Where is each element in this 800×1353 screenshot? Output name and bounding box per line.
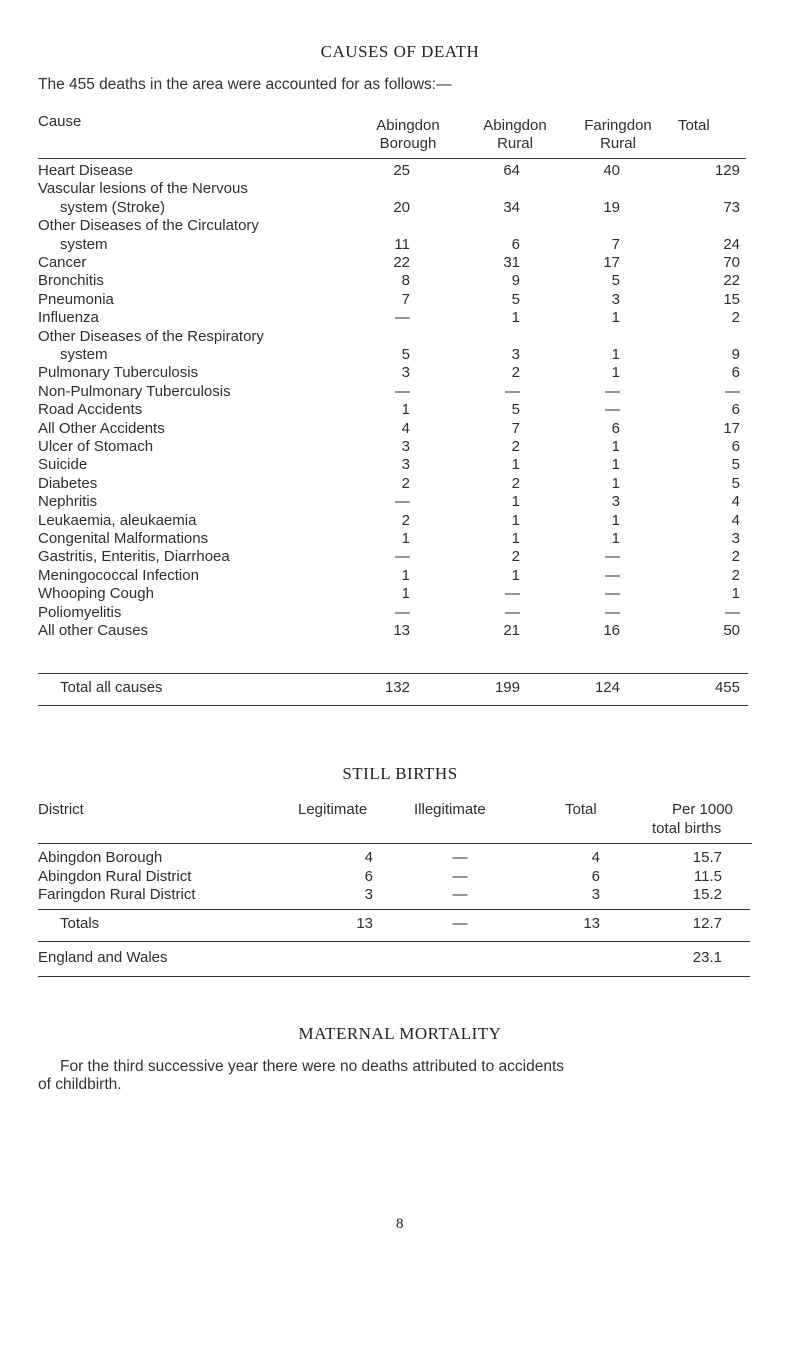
cell-faringdon-rural: — xyxy=(605,585,620,603)
maternal-text-line-2: of childbirth. xyxy=(38,1076,122,1093)
cell-total: 17 xyxy=(723,419,740,437)
sb-cell-legitimate: 3 xyxy=(364,886,373,903)
cell-abingdon-borough: 1 xyxy=(401,585,410,603)
cell-abingdon-rural: — xyxy=(505,585,520,603)
cause-label: Road Accidents xyxy=(38,401,143,419)
sb-totals-legitimate: 13 xyxy=(356,915,373,932)
cell-abingdon-rural: 1 xyxy=(511,456,520,474)
cell-abingdon-borough: 5 xyxy=(401,346,410,363)
cell-abingdon-rural: 31 xyxy=(503,254,520,271)
cell-faringdon-rural: 17 xyxy=(603,254,620,271)
deaths-total-total: 455 xyxy=(714,679,740,696)
cell-abingdon-rural: 1 xyxy=(511,530,520,547)
sb-col-header-legitimate: Legitimate xyxy=(298,801,368,818)
cell-abingdon-rural: 3 xyxy=(511,346,520,363)
col-header-abingdon-borough-1: Abingdon xyxy=(376,117,440,134)
cause-label: Leukaemia, aleukaemia xyxy=(38,511,197,529)
cause-label: Diabetes xyxy=(38,474,98,492)
cause-label: Other Diseases of the Circulatory xyxy=(38,217,259,235)
still-births-heading: STILL BIRTHS xyxy=(342,764,458,783)
cell-faringdon-rural: 3 xyxy=(611,493,620,511)
cell-abingdon-rural: 1 xyxy=(511,566,520,584)
cell-faringdon-rural: 7 xyxy=(611,235,620,253)
cell-abingdon-borough: 25 xyxy=(393,162,410,179)
cell-faringdon-rural: 1 xyxy=(611,346,620,363)
cell-total: 22 xyxy=(723,272,740,290)
cell-faringdon-rural: 1 xyxy=(611,364,620,382)
cell-abingdon-borough: 11 xyxy=(394,235,410,253)
cell-faringdon-rural: — xyxy=(605,548,620,566)
cell-abingdon-rural: 2 xyxy=(511,548,520,566)
cell-abingdon-borough: — xyxy=(395,493,410,511)
cell-total: 3 xyxy=(731,530,740,547)
cell-faringdon-rural: 1 xyxy=(611,309,620,327)
col-header-abingdon-rural-2: Rural xyxy=(497,135,533,152)
deaths-total-label: Total all causes xyxy=(60,679,163,696)
cell-faringdon-rural: 1 xyxy=(611,438,620,455)
cell-abingdon-borough: 3 xyxy=(401,456,410,474)
cell-abingdon-rural: 34 xyxy=(503,198,520,216)
cell-total: 73 xyxy=(723,198,740,216)
cause-label: system (Stroke) xyxy=(60,198,166,216)
cell-abingdon-borough: 2 xyxy=(401,474,410,492)
cell-abingdon-rural: 2 xyxy=(511,364,520,382)
cell-total: 2 xyxy=(731,309,740,327)
cell-abingdon-rural: 6 xyxy=(511,235,520,253)
cell-total: 9 xyxy=(731,346,740,363)
sb-col-header-district: District xyxy=(38,801,84,818)
deaths-total-faringdon-rural: 124 xyxy=(594,679,620,696)
cell-abingdon-borough: 22 xyxy=(393,254,410,271)
sb-totals-rate: 12.7 xyxy=(692,915,722,932)
cell-faringdon-rural: 1 xyxy=(611,474,620,492)
col-header-abingdon-rural-1: Abingdon xyxy=(483,117,547,134)
cause-label: Gastritis, Enteritis, Diarrhoea xyxy=(38,548,230,566)
cell-abingdon-rural: 2 xyxy=(511,438,520,455)
sb-final-rule xyxy=(38,976,750,977)
cell-abingdon-borough: 4 xyxy=(401,419,410,437)
cell-faringdon-rural: 19 xyxy=(603,198,620,216)
cell-abingdon-rural: 9 xyxy=(511,272,520,290)
cell-abingdon-borough: — xyxy=(395,548,410,566)
cell-abingdon-borough: 3 xyxy=(401,364,410,382)
deaths-total-rule-top xyxy=(38,673,748,674)
cell-abingdon-rural: 64 xyxy=(503,162,520,179)
sb-cell-rate: 15.2 xyxy=(692,886,722,903)
cell-abingdon-borough: 1 xyxy=(401,401,410,419)
sb-col-header-illegitimate: Illegitimate xyxy=(414,801,486,818)
cell-abingdon-rural: 5 xyxy=(511,290,520,308)
col-header-faringdon-rural-2: Rural xyxy=(600,135,636,152)
cause-label: All other Causes xyxy=(38,622,149,639)
cell-total: 129 xyxy=(714,162,740,179)
cell-abingdon-borough: 1 xyxy=(401,530,410,547)
cell-faringdon-rural: 3 xyxy=(611,290,620,308)
sb-cell-total: 4 xyxy=(591,849,600,866)
cause-label: Whooping Cough xyxy=(38,585,154,603)
sb-col-header-total: Total xyxy=(565,801,597,818)
cell-total: 2 xyxy=(731,566,740,584)
cell-abingdon-rural: 5 xyxy=(511,401,520,419)
cell-abingdon-borough: 1 xyxy=(401,566,410,584)
col-header-faringdon-rural-1: Faringdon xyxy=(584,117,652,134)
sb-totals-rule-top xyxy=(38,909,750,910)
sb-totals-label: Totals xyxy=(60,915,100,932)
cell-total: 1 xyxy=(731,585,740,603)
cell-total: — xyxy=(725,603,740,621)
cell-abingdon-borough: 13 xyxy=(393,622,410,639)
maternal-text-line-1: For the third successive year there were no deaths attributed to accidents xyxy=(60,1058,565,1075)
cell-abingdon-borough: 3 xyxy=(401,438,410,455)
deaths-header-rule xyxy=(38,158,746,159)
cell-faringdon-rural: 1 xyxy=(611,511,620,529)
cell-total: 5 xyxy=(731,456,740,474)
col-header-abingdon-borough-2: Borough xyxy=(379,135,437,152)
sb-totals-rule-bottom xyxy=(38,941,750,942)
sb-totals-illegitimate: — xyxy=(452,915,468,932)
cell-abingdon-rural: — xyxy=(505,382,520,400)
col-header-total: Total xyxy=(678,117,710,134)
cause-label: Suicide xyxy=(38,456,88,474)
maternal-mortality-heading: MATERNAL MORTALITY xyxy=(298,1024,502,1043)
cell-faringdon-rural: — xyxy=(605,566,620,584)
cause-label: Vascular lesions of the Nervous xyxy=(38,180,248,198)
district-label: Abingdon Rural District xyxy=(38,867,192,885)
cell-abingdon-borough: 7 xyxy=(401,290,410,308)
district-label: Faringdon Rural District xyxy=(38,886,196,903)
cell-total: — xyxy=(725,382,740,400)
cell-faringdon-rural: 1 xyxy=(611,530,620,547)
sb-col-header-per-1000: Per 1000 xyxy=(672,801,733,818)
cell-abingdon-borough: 8 xyxy=(401,272,410,290)
sb-col-header-total-births: total births xyxy=(652,820,722,837)
cell-total: 24 xyxy=(723,235,740,253)
cell-total: 2 xyxy=(731,548,740,566)
cell-abingdon-borough: 20 xyxy=(393,198,410,216)
cause-label: Meningococcal Infection xyxy=(38,566,199,584)
cause-label: Pneumonia xyxy=(38,290,114,308)
deaths-total-abingdon-rural: 199 xyxy=(494,679,520,696)
cell-abingdon-borough: 2 xyxy=(401,511,410,529)
deaths-total-abingdon-borough: 132 xyxy=(384,679,410,696)
sb-cell-legitimate: 4 xyxy=(364,849,373,866)
cause-label: system xyxy=(60,235,108,253)
cell-total: 50 xyxy=(723,622,740,639)
cell-faringdon-rural: 40 xyxy=(603,162,620,179)
sb-cell-illegitimate: — xyxy=(452,886,468,903)
cell-abingdon-borough: — xyxy=(395,309,410,327)
cell-abingdon-rural: — xyxy=(505,603,520,621)
cell-total: 6 xyxy=(731,438,740,455)
causes-of-death-heading: CAUSES OF DEATH xyxy=(320,42,480,61)
cause-label: Nephritis xyxy=(38,493,98,511)
cause-label: Non-Pulmonary Tuberculosis xyxy=(38,382,231,400)
sb-cell-rate: 15.7 xyxy=(692,849,722,866)
england-wales-label: England and Wales xyxy=(38,949,168,966)
cause-label: All Other Accidents xyxy=(38,419,165,437)
cell-faringdon-rural: 1 xyxy=(611,456,620,474)
sb-cell-illegitimate: — xyxy=(452,867,468,885)
col-header-cause: Cause xyxy=(38,113,82,130)
sb-header-rule xyxy=(38,843,752,844)
cell-faringdon-rural: — xyxy=(605,603,620,621)
cause-label: Congenital Malformations xyxy=(38,530,209,547)
cell-abingdon-rural: 1 xyxy=(511,511,520,529)
sb-cell-legitimate: 6 xyxy=(364,867,373,885)
cause-label: Ulcer of Stomach xyxy=(38,438,154,455)
cell-faringdon-rural: 16 xyxy=(603,622,620,639)
cell-total: 6 xyxy=(731,364,740,382)
sb-cell-total: 3 xyxy=(591,886,600,903)
cause-label: Heart Disease xyxy=(38,162,134,179)
cause-label: Cancer xyxy=(38,254,87,271)
cell-total: 6 xyxy=(731,401,740,419)
cell-total: 15 xyxy=(723,290,740,308)
cause-label: system xyxy=(60,346,108,363)
cause-label: Other Diseases of the Respiratory xyxy=(38,327,264,345)
cell-abingdon-rural: 1 xyxy=(511,493,520,511)
cause-label: Poliomyelitis xyxy=(38,603,122,621)
cell-faringdon-rural: 6 xyxy=(611,419,620,437)
cell-abingdon-rural: 1 xyxy=(511,309,520,327)
cell-faringdon-rural: 5 xyxy=(611,272,620,290)
cell-faringdon-rural: — xyxy=(605,401,620,419)
cell-total: 4 xyxy=(731,511,740,529)
cell-total: 70 xyxy=(723,254,740,271)
cell-abingdon-borough: — xyxy=(395,603,410,621)
cause-label: Bronchitis xyxy=(38,272,104,290)
cell-abingdon-rural: 21 xyxy=(503,622,520,639)
sb-cell-rate: 11.5 xyxy=(693,867,722,885)
cell-total: 5 xyxy=(731,474,740,492)
cell-abingdon-borough: — xyxy=(395,382,410,400)
cell-abingdon-rural: 2 xyxy=(511,474,520,492)
cell-faringdon-rural: — xyxy=(605,382,620,400)
deaths-total-rule-bottom xyxy=(38,705,748,706)
sb-cell-total: 6 xyxy=(591,867,600,885)
cause-label: Pulmonary Tuberculosis xyxy=(38,364,199,382)
sb-totals-total: 13 xyxy=(583,915,600,932)
sb-cell-illegitimate: — xyxy=(452,849,468,866)
cell-total: 4 xyxy=(731,493,740,511)
page-number: 8 xyxy=(396,1216,404,1232)
cell-abingdon-rural: 7 xyxy=(511,419,520,437)
district-label: Abingdon Borough xyxy=(38,849,163,866)
cause-label: Influenza xyxy=(38,309,99,327)
deaths-intro: The 455 deaths in the area were accounted for as follows:— xyxy=(38,76,452,93)
england-wales-rate: 23.1 xyxy=(692,949,722,966)
